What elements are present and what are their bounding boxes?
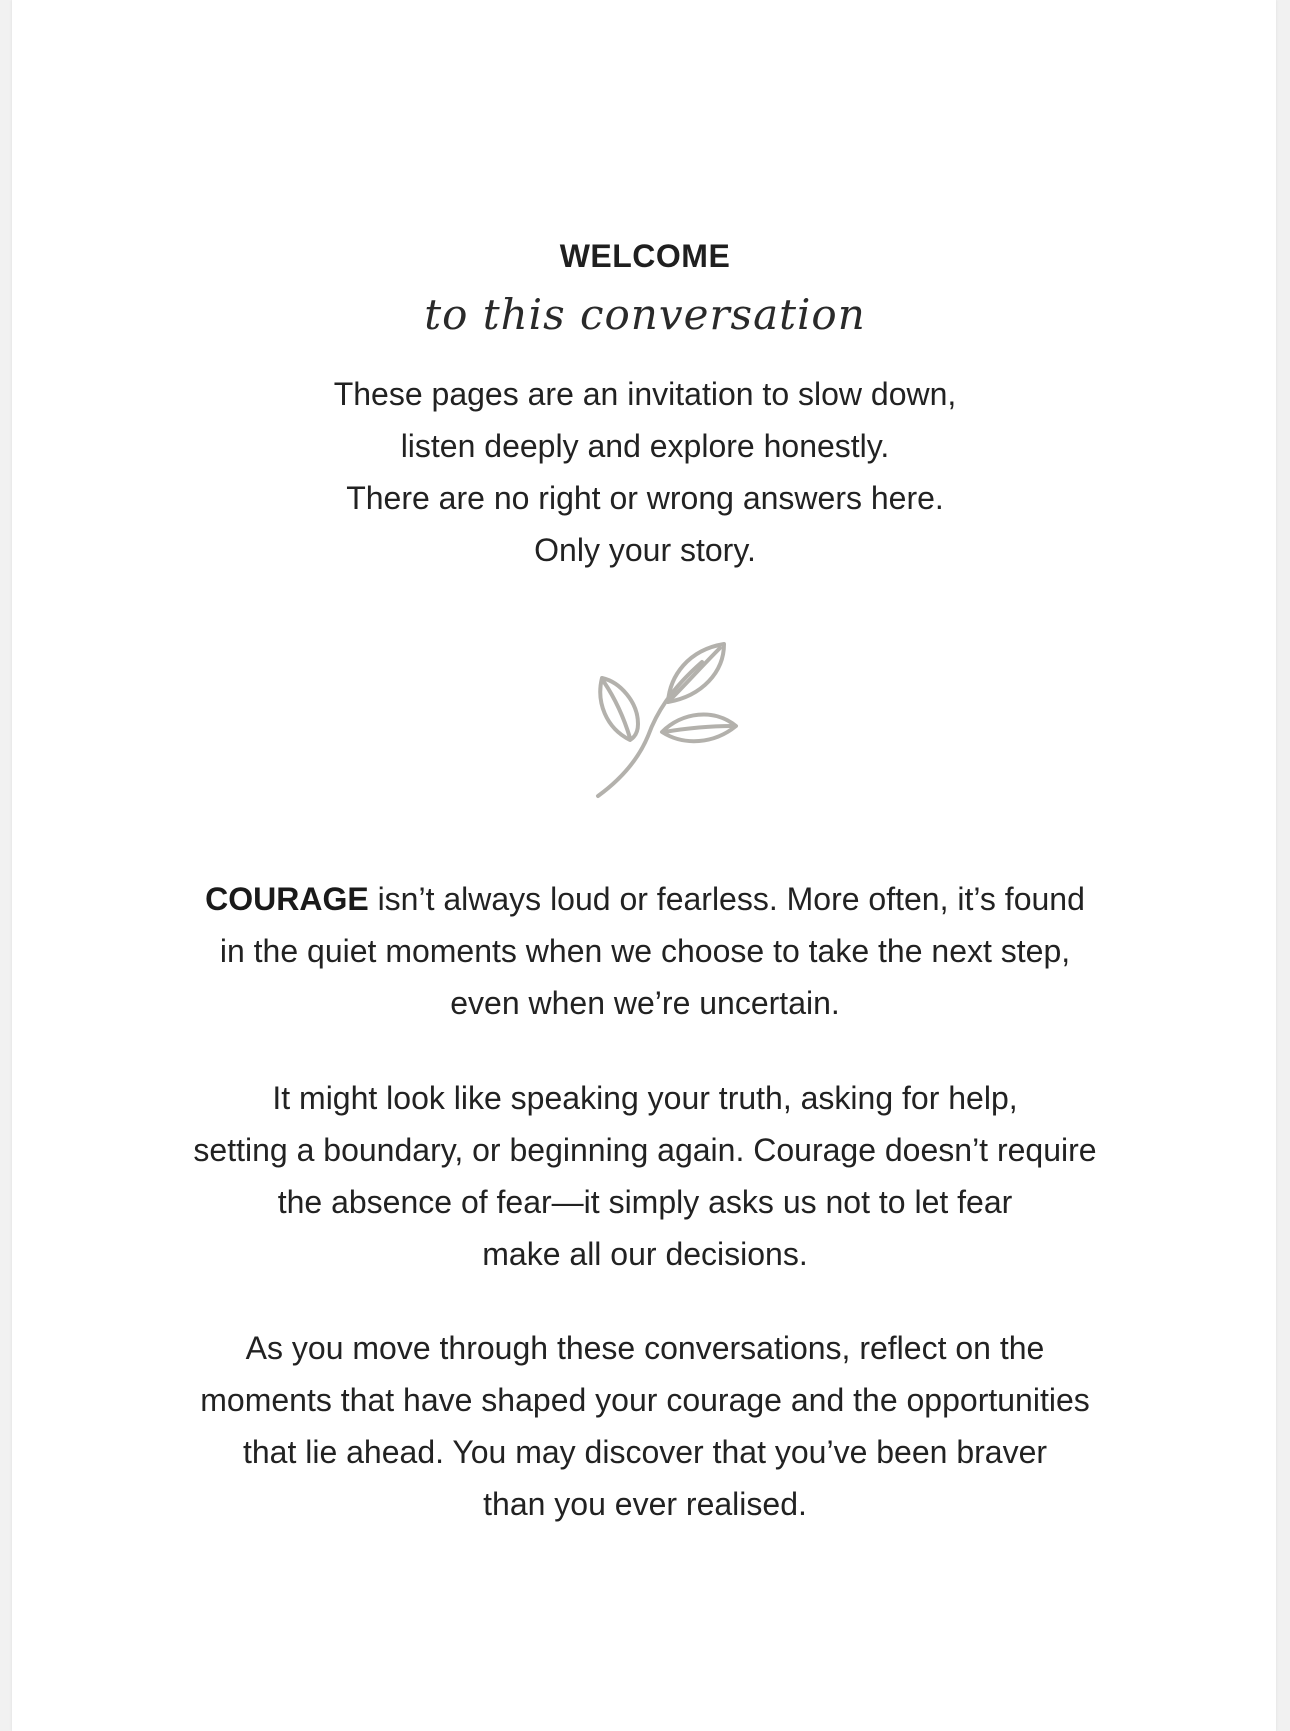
page-title: WELCOME xyxy=(559,238,731,274)
intro-line: Only your story. xyxy=(534,532,756,568)
paragraph-line: make all our decisions. xyxy=(482,1236,808,1272)
courage-keyword: COURAGE xyxy=(205,881,369,917)
courage-paragraph xyxy=(0,873,1290,1029)
paragraph-line xyxy=(0,873,1290,925)
paragraph-line: that lie ahead. You may discover that you’ve been braver xyxy=(242,1434,1048,1470)
leaf-sprig-icon xyxy=(590,640,740,800)
truth-paragraph xyxy=(0,1072,1290,1280)
paragraph-line: setting a boundary, or beginning again. Courage doesn’t require xyxy=(193,1132,1097,1168)
reflection-paragraph xyxy=(0,1322,1290,1530)
paragraph-line-rest: isn’t always loud or fearless. More often, it’s found xyxy=(368,881,1085,917)
intro-line: These pages are an invitation to slow down, xyxy=(333,376,957,412)
paragraph-line: As you move through these conversations, reflect on the xyxy=(245,1330,1045,1366)
paragraph-line: even when we’re uncertain. xyxy=(450,985,840,1021)
intro-line: listen deeply and explore honestly. xyxy=(400,428,890,464)
paragraph-line: in the quiet moments when we choose to take the next step, xyxy=(219,933,1071,969)
paragraph-line: the absence of fear—it simply asks us not to let fear xyxy=(277,1184,1013,1220)
intro-text xyxy=(0,368,1290,576)
paragraph-line: It might look like speaking your truth, asking for help, xyxy=(272,1080,1018,1116)
page-subtitle: to this conversation xyxy=(424,290,866,339)
paragraph-line: moments that have shaped your courage and the opportunities xyxy=(200,1382,1090,1418)
paragraph-line: than you ever realised. xyxy=(483,1486,807,1522)
intro-line: There are no right or wrong answers here. xyxy=(346,480,944,516)
